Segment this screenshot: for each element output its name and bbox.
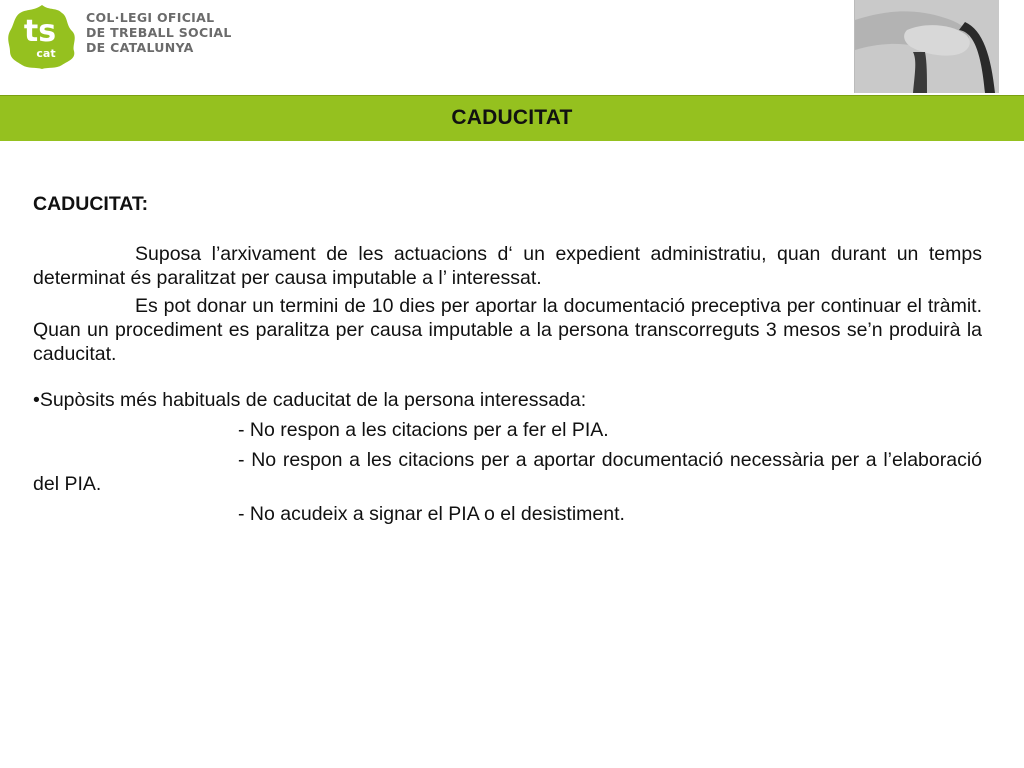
bullet-item: - No acudeix a signar el PIA o el desistiment. (238, 503, 625, 525)
content-heading: CADUCITAT: (33, 193, 149, 215)
svg-text:ts: ts (23, 14, 57, 49)
paragraph: Es pot donar un termini de 10 dies per aportar la documentació preceptiva per continuar el tràmit. Quan un procediment es paralitza per causa imputable a la persona transcorreguts 3 mesos se’n produirà la caducitat. (33, 295, 982, 365)
header-photo (854, 0, 999, 93)
bullet-item: - No respon a les citacions per a fer el PIA. (238, 419, 609, 441)
org-name-line: DE TREBALL SOCIAL (86, 25, 232, 40)
org-name-line: DE CATALUNYA (86, 40, 194, 55)
header (0, 0, 1024, 95)
bullet-heading: •Supòsits més habituals de caducitat de la persona interessada: (33, 389, 587, 411)
hand-cane-image (855, 0, 999, 93)
paragraph: Suposa l’arxivament de les actuacions d‘ un expedient administratiu, quan durant un temps determinat és paralitzat per causa imputable a l’ interessat. (33, 243, 982, 289)
bullet-item: - No respon a les citacions per a aportar documentació necessària per a l’elaboració del PIA. (33, 449, 982, 495)
slide-content (33, 192, 982, 532)
title-bar (0, 95, 1024, 141)
org-name-line: COL·LEGI OFICIAL (86, 10, 215, 25)
slide-title: CADUCITAT (451, 106, 573, 129)
svg-text:cat: cat (36, 47, 56, 60)
logo-icon (6, 3, 78, 71)
logo (6, 3, 78, 71)
org-name (86, 10, 246, 55)
